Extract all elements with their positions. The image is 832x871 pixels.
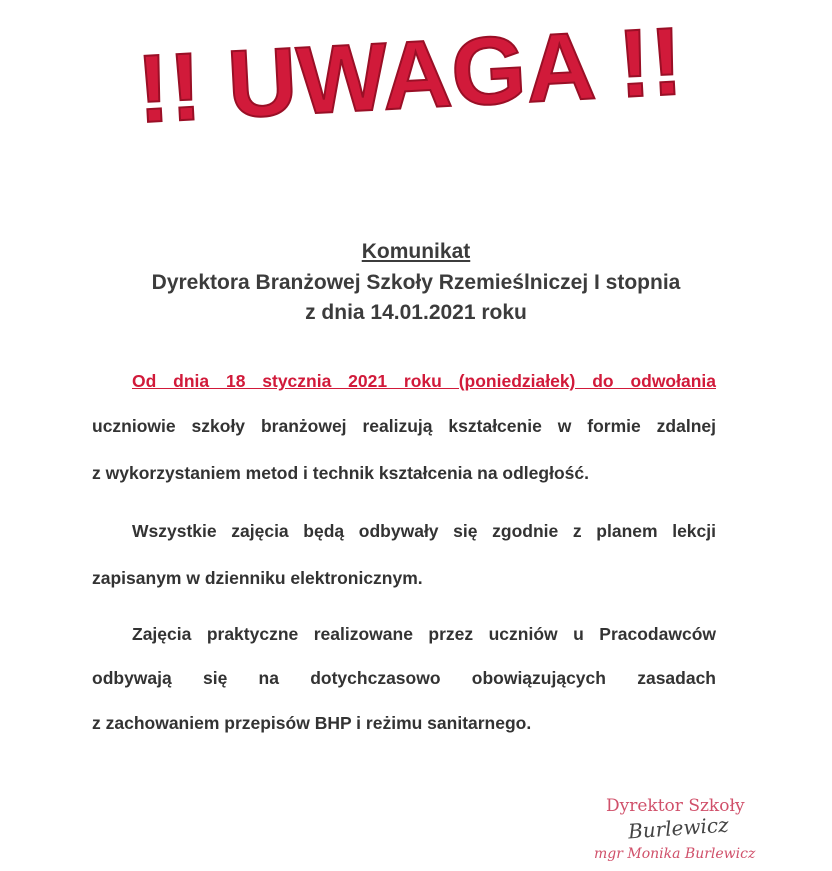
signature-name: mgr Monika Burlewicz [594,846,756,862]
paragraph-1-line-1 [92,369,716,393]
remote-learning-date-highlight: Od dnia 18 stycznia 2021 roku (poniedziałek) do odwołania [132,371,716,391]
paragraph-2-line-2: zapisanym w dzienniku elektronicznym. [92,568,423,588]
paragraph-2-line-1: Wszystkie zajęcia będą odbywały się zgodnie z planem lekcji [132,521,716,541]
signature-title: Dyrektor Szkoły [606,796,745,816]
paragraph-1-line-3: z wykorzystaniem metod i technik kształcenia na odległość. [92,463,589,483]
heading-director: Dyrektora Branżowej Szkoły Rzemieślniczej I stopnia [151,271,681,294]
handwritten-signature: Burlewicz [627,812,730,844]
uwaga-banner-text: !! UWAGA !! [134,7,686,144]
heading-komunikat: Komunikat [361,240,471,263]
paragraph-3-line-1: Zajęcia praktyczne realizowane przez uczniów u Pracodawców [132,624,716,644]
paragraph-3-line-2: odbywają się na dotychczasowo obowiązujących zasadach [92,668,716,688]
uwaga-banner [134,0,686,150]
paragraph-3-line-3: z zachowaniem przepisów BHP i reżimu sanitarnego. [92,713,532,733]
paragraph-1-line-2: uczniowie szkoły branżowej realizują kształcenie w formie zdalnej [92,416,716,436]
heading-date: z dnia 14.01.2021 roku [305,301,527,324]
